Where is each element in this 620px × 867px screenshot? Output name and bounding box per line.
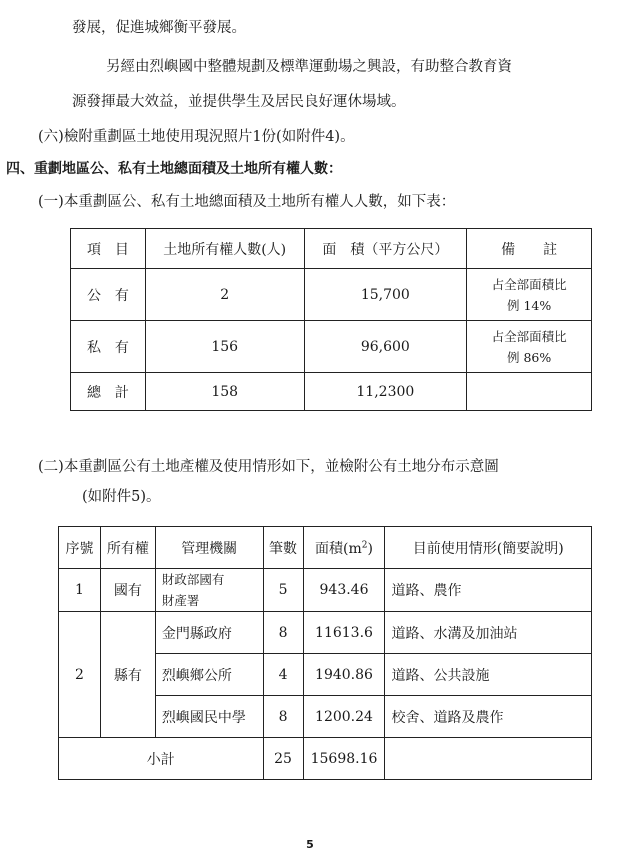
paragraph-line: (如附件5)。	[82, 489, 161, 505]
ownership-cell: 國有	[100, 569, 155, 612]
agency-line: 財政部國有	[161, 572, 225, 587]
header-cell: 筆數	[263, 527, 303, 569]
agency-cell: 金門縣政府	[155, 612, 263, 654]
land-summary-table	[70, 228, 592, 411]
agency-cell: 烈嶼鄉公所	[155, 654, 263, 696]
count-cell: 5	[263, 569, 303, 612]
header-cell: 所有權	[100, 527, 155, 569]
paragraph-line: (六)檢附重劃區土地使用現況照片1份(如附件4)。	[38, 129, 355, 145]
ownership-cell: 縣有	[100, 612, 155, 738]
header-cell: 序號	[59, 527, 101, 569]
table-row	[59, 569, 592, 612]
item-cell: 私 有	[71, 321, 146, 373]
header-cell: 面 積（平方公尺）	[304, 229, 467, 269]
no-cell: 1	[59, 569, 101, 612]
area-cell: 96,600	[304, 321, 467, 373]
usage-cell: 道路、公共設施	[385, 654, 592, 696]
table-row	[71, 321, 592, 373]
item-cell: 總 計	[71, 373, 146, 411]
area-cell: 943.46	[303, 569, 385, 612]
owners-cell: 2	[145, 269, 304, 321]
no-cell: 2	[59, 612, 101, 738]
paragraph-line: 源發揮最大效益，並提供學生及居民良好運休場域。	[72, 94, 406, 110]
usage-cell: 道路、水溝及加油站	[385, 612, 592, 654]
public-land-table	[58, 526, 592, 780]
area-header-close: )	[367, 540, 373, 557]
note-cell	[467, 321, 592, 373]
area-cell: 11,2300	[304, 373, 467, 411]
header-cell: 管理機關	[155, 527, 263, 569]
header-cell: 土地所有權人數(人)	[145, 229, 304, 269]
count-cell: 8	[263, 696, 303, 738]
note-cell	[467, 269, 592, 321]
paragraph-line: 另經由烈嶼國中整體規劃及標準運動場之興設，有助整合教育資	[106, 59, 512, 75]
page-number: 5	[306, 838, 314, 851]
note-line: 占全部面積比	[491, 276, 567, 292]
header-cell: 目前使用情形(簡要說明)	[385, 527, 592, 569]
owners-cell: 156	[145, 321, 304, 373]
header-cell	[303, 527, 385, 569]
table-row	[71, 373, 592, 411]
table-row	[59, 612, 592, 654]
note-cell	[467, 373, 592, 411]
header-cell: 項 目	[71, 229, 146, 269]
note-line: 占全部面積比	[491, 328, 567, 344]
area-cell: 1200.24	[303, 696, 385, 738]
table-row	[71, 269, 592, 321]
agency-cell	[155, 569, 263, 612]
usage-cell: 道路、農作	[385, 569, 592, 612]
table-header-row	[71, 229, 592, 269]
area-cell: 1940.86	[303, 654, 385, 696]
paragraph-line: (二)本重劃區公有土地產權及使用情形如下，並檢附公有土地分布示意圖	[38, 459, 499, 475]
subtotal-label-cell: 小計	[59, 738, 264, 780]
count-cell: 8	[263, 612, 303, 654]
subtotal-row	[59, 738, 592, 780]
agency-line: 財產署	[161, 593, 200, 608]
count-cell: 4	[263, 654, 303, 696]
note-line: 例 14%	[506, 297, 552, 313]
area-header-sup: 2	[361, 539, 368, 550]
area-header-label: 面積(m	[315, 540, 362, 557]
owners-cell: 158	[145, 373, 304, 411]
paragraph-line: 發展，促進城鄉衡平發展。	[72, 20, 246, 36]
note-line: 例 86%	[506, 349, 552, 365]
paragraph-line: (一)本重劃區公、私有土地總面積及土地所有權人人數，如下表：	[38, 194, 456, 210]
usage-cell	[385, 738, 592, 780]
usage-cell: 校舍、道路及農作	[385, 696, 592, 738]
area-cell: 15,700	[304, 269, 467, 321]
agency-cell: 烈嶼國民中學	[155, 696, 263, 738]
header-cell: 備 註	[467, 229, 592, 269]
table-header-row	[59, 527, 592, 569]
count-cell: 25	[263, 738, 303, 780]
area-cell: 15698.16	[303, 738, 385, 780]
area-cell: 11613.6	[303, 612, 385, 654]
section-heading: 四、重劃地區公、私有土地總面積及土地所有權人數：	[6, 161, 342, 177]
item-cell: 公 有	[71, 269, 146, 321]
